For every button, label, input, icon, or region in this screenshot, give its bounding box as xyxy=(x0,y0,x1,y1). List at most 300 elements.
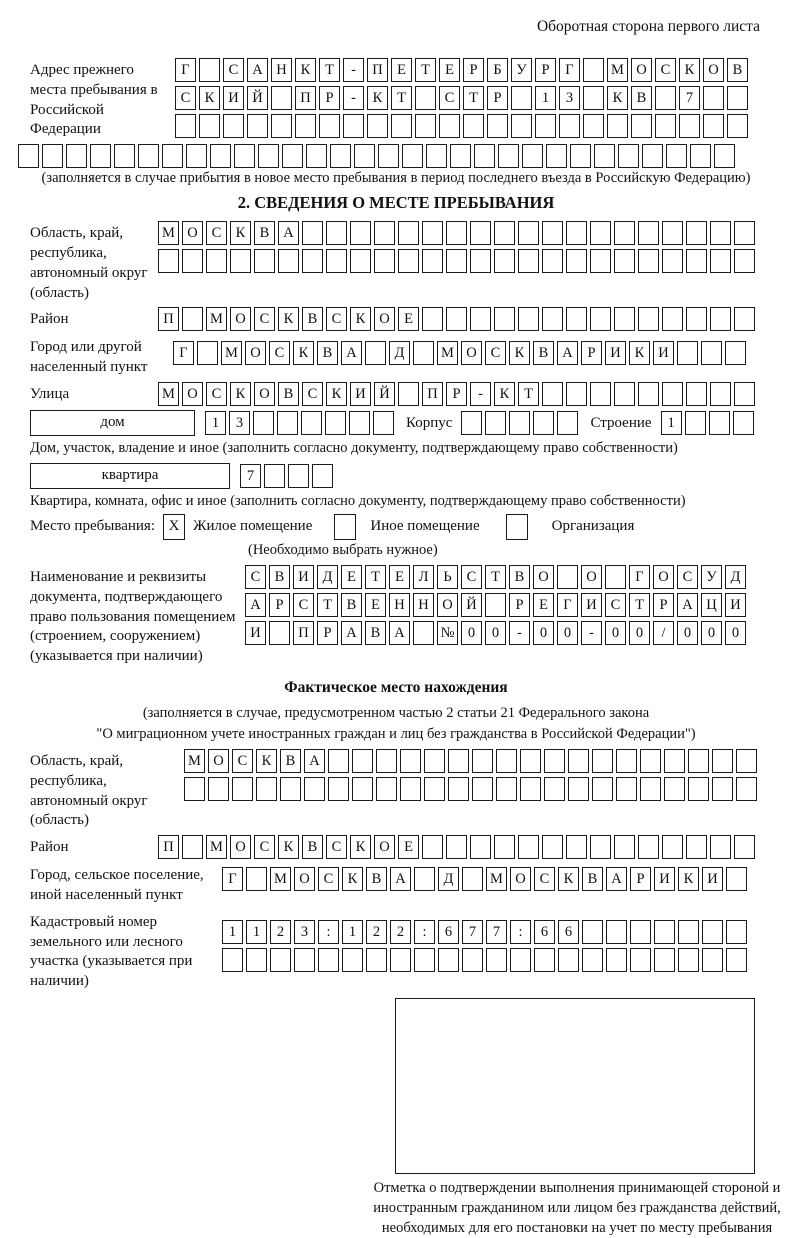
char-box[interactable] xyxy=(710,835,731,859)
char-box[interactable] xyxy=(520,749,541,773)
char-box[interactable] xyxy=(568,749,589,773)
char-box[interactable]: В xyxy=(317,341,338,365)
char-box[interactable] xyxy=(710,249,731,273)
char-box[interactable]: 0 xyxy=(533,621,554,645)
char-box[interactable] xyxy=(280,777,301,801)
char-box[interactable]: А xyxy=(677,593,698,617)
char-box[interactable] xyxy=(158,249,179,273)
char-box[interactable]: В xyxy=(631,86,652,110)
char-box[interactable] xyxy=(400,749,421,773)
char-box[interactable]: О xyxy=(230,835,251,859)
char-box[interactable] xyxy=(734,221,755,245)
char-box[interactable]: И xyxy=(653,341,674,365)
char-box[interactable] xyxy=(583,86,604,110)
char-box[interactable] xyxy=(302,249,323,273)
char-box[interactable]: Р xyxy=(319,86,340,110)
char-box[interactable]: С xyxy=(206,221,227,245)
char-box[interactable] xyxy=(655,86,676,110)
char-box[interactable]: Т xyxy=(317,593,338,617)
char-box[interactable] xyxy=(485,411,506,435)
char-box[interactable] xyxy=(415,86,436,110)
char-box[interactable]: Е xyxy=(439,58,460,82)
char-box[interactable] xyxy=(462,867,483,891)
char-box[interactable]: - xyxy=(343,86,364,110)
char-box[interactable] xyxy=(376,749,397,773)
char-box[interactable] xyxy=(518,249,539,273)
char-box[interactable] xyxy=(544,777,565,801)
char-box[interactable]: : xyxy=(510,920,531,944)
char-box[interactable]: О xyxy=(374,307,395,331)
char-box[interactable]: К xyxy=(350,835,371,859)
char-box[interactable]: Р xyxy=(509,593,530,617)
char-box[interactable] xyxy=(474,144,495,168)
char-box[interactable]: Н xyxy=(389,593,410,617)
char-box[interactable]: П xyxy=(422,382,443,406)
char-box[interactable]: 0 xyxy=(677,621,698,645)
char-box[interactable] xyxy=(734,835,755,859)
char-box[interactable]: Г xyxy=(559,58,580,82)
char-box[interactable] xyxy=(725,341,746,365)
char-box[interactable] xyxy=(271,114,292,138)
char-box[interactable] xyxy=(712,749,733,773)
char-box[interactable] xyxy=(234,144,255,168)
char-box[interactable] xyxy=(606,920,627,944)
char-box[interactable] xyxy=(391,114,412,138)
char-box[interactable] xyxy=(422,835,443,859)
char-box[interactable]: Б xyxy=(487,58,508,82)
char-box[interactable]: О xyxy=(294,867,315,891)
char-box[interactable]: С xyxy=(461,565,482,589)
char-box[interactable] xyxy=(509,411,530,435)
char-box[interactable]: 7 xyxy=(240,464,261,488)
char-box[interactable]: К xyxy=(494,382,515,406)
char-box[interactable]: 3 xyxy=(294,920,315,944)
char-box[interactable]: И xyxy=(350,382,371,406)
char-box[interactable] xyxy=(566,835,587,859)
char-box[interactable]: № xyxy=(437,621,458,645)
char-box[interactable]: Н xyxy=(413,593,434,617)
char-box[interactable] xyxy=(638,249,659,273)
char-box[interactable]: Й xyxy=(461,593,482,617)
char-box[interactable] xyxy=(487,114,508,138)
char-box[interactable]: А xyxy=(304,749,325,773)
char-box[interactable]: 1 xyxy=(205,411,226,435)
char-box[interactable] xyxy=(494,221,515,245)
char-box[interactable]: Р xyxy=(446,382,467,406)
char-box[interactable] xyxy=(566,382,587,406)
char-box[interactable] xyxy=(470,221,491,245)
char-box[interactable]: К xyxy=(629,341,650,365)
char-box[interactable] xyxy=(182,307,203,331)
char-box[interactable] xyxy=(734,249,755,273)
char-box[interactable]: О xyxy=(245,341,266,365)
char-box[interactable] xyxy=(688,749,709,773)
char-box[interactable]: В xyxy=(302,307,323,331)
char-box[interactable] xyxy=(734,307,755,331)
char-box[interactable] xyxy=(486,948,507,972)
char-box[interactable] xyxy=(546,144,567,168)
char-box[interactable]: М xyxy=(437,341,458,365)
char-box[interactable] xyxy=(426,144,447,168)
char-box[interactable]: Ь xyxy=(437,565,458,589)
char-box[interactable] xyxy=(542,221,563,245)
char-box[interactable] xyxy=(727,114,748,138)
char-box[interactable]: М xyxy=(184,749,205,773)
char-box[interactable]: Р xyxy=(630,867,651,891)
char-box[interactable]: 0 xyxy=(461,621,482,645)
char-box[interactable]: К xyxy=(230,221,251,245)
char-box[interactable] xyxy=(710,221,731,245)
char-box[interactable] xyxy=(568,777,589,801)
char-box[interactable] xyxy=(288,464,309,488)
char-box[interactable]: С xyxy=(439,86,460,110)
char-box[interactable] xyxy=(703,86,724,110)
char-box[interactable] xyxy=(712,777,733,801)
char-box[interactable] xyxy=(247,114,268,138)
char-box[interactable] xyxy=(282,144,303,168)
char-box[interactable] xyxy=(640,777,661,801)
char-box[interactable] xyxy=(630,948,651,972)
char-box[interactable] xyxy=(710,382,731,406)
char-box[interactable]: Р xyxy=(269,593,290,617)
char-box[interactable] xyxy=(114,144,135,168)
char-box[interactable] xyxy=(472,777,493,801)
char-box[interactable] xyxy=(470,835,491,859)
char-box[interactable]: Ц xyxy=(701,593,722,617)
char-box[interactable]: Е xyxy=(341,565,362,589)
char-box[interactable]: К xyxy=(509,341,530,365)
char-box[interactable] xyxy=(461,411,482,435)
char-box[interactable] xyxy=(566,221,587,245)
char-box[interactable] xyxy=(733,411,754,435)
char-box[interactable] xyxy=(253,411,274,435)
char-box[interactable]: 0 xyxy=(485,621,506,645)
char-box[interactable]: С xyxy=(223,58,244,82)
char-box[interactable] xyxy=(726,948,747,972)
char-box[interactable]: В xyxy=(269,565,290,589)
char-box[interactable] xyxy=(398,249,419,273)
char-box[interactable] xyxy=(582,948,603,972)
char-box[interactable]: П xyxy=(158,307,179,331)
char-box[interactable]: Г xyxy=(557,593,578,617)
char-box[interactable] xyxy=(662,249,683,273)
char-box[interactable] xyxy=(422,221,443,245)
char-box[interactable] xyxy=(701,341,722,365)
char-box[interactable] xyxy=(570,144,591,168)
char-box[interactable]: К xyxy=(278,835,299,859)
char-box[interactable]: О xyxy=(653,565,674,589)
char-box[interactable] xyxy=(559,114,580,138)
char-box[interactable] xyxy=(734,382,755,406)
char-box[interactable] xyxy=(557,565,578,589)
char-box[interactable] xyxy=(510,948,531,972)
char-box[interactable] xyxy=(583,58,604,82)
char-box[interactable] xyxy=(654,948,675,972)
char-box[interactable] xyxy=(208,777,229,801)
char-box[interactable]: И xyxy=(223,86,244,110)
char-box[interactable] xyxy=(277,411,298,435)
char-box[interactable]: - xyxy=(343,58,364,82)
char-box[interactable]: А xyxy=(341,341,362,365)
char-box[interactable]: О xyxy=(703,58,724,82)
char-box[interactable] xyxy=(590,249,611,273)
char-box[interactable]: В xyxy=(280,749,301,773)
char-box[interactable] xyxy=(498,144,519,168)
char-box[interactable] xyxy=(304,777,325,801)
char-box[interactable]: С xyxy=(293,593,314,617)
char-box[interactable]: Й xyxy=(247,86,268,110)
char-box[interactable]: И xyxy=(245,621,266,645)
char-box[interactable]: : xyxy=(318,920,339,944)
char-box[interactable] xyxy=(662,307,683,331)
char-box[interactable] xyxy=(448,777,469,801)
char-box[interactable] xyxy=(702,920,723,944)
char-box[interactable] xyxy=(448,749,469,773)
char-box[interactable] xyxy=(326,221,347,245)
char-box[interactable] xyxy=(727,86,748,110)
char-box[interactable] xyxy=(462,948,483,972)
char-box[interactable] xyxy=(197,341,218,365)
char-box[interactable]: М xyxy=(221,341,242,365)
char-box[interactable] xyxy=(318,948,339,972)
char-box[interactable] xyxy=(736,777,757,801)
char-box[interactable] xyxy=(373,411,394,435)
char-box[interactable] xyxy=(638,382,659,406)
char-box[interactable]: Р xyxy=(581,341,602,365)
char-box[interactable]: С xyxy=(254,307,275,331)
char-box[interactable]: Е xyxy=(389,565,410,589)
char-box[interactable]: С xyxy=(232,749,253,773)
checkbox-zhiloe-pomeshchenie[interactable]: X xyxy=(163,514,185,540)
char-box[interactable]: М xyxy=(607,58,628,82)
char-box[interactable]: К xyxy=(293,341,314,365)
char-box[interactable]: К xyxy=(607,86,628,110)
char-box[interactable] xyxy=(582,920,603,944)
char-box[interactable] xyxy=(350,249,371,273)
char-box[interactable]: Т xyxy=(463,86,484,110)
char-box[interactable]: Т xyxy=(365,565,386,589)
char-box[interactable] xyxy=(199,114,220,138)
char-box[interactable] xyxy=(450,144,471,168)
char-box[interactable] xyxy=(678,920,699,944)
char-box[interactable] xyxy=(398,221,419,245)
char-box[interactable] xyxy=(709,411,730,435)
char-box[interactable]: Т xyxy=(391,86,412,110)
char-box[interactable]: С xyxy=(206,382,227,406)
char-box[interactable] xyxy=(736,749,757,773)
char-box[interactable] xyxy=(376,777,397,801)
char-box[interactable]: П xyxy=(367,58,388,82)
char-box[interactable]: П xyxy=(295,86,316,110)
char-box[interactable] xyxy=(686,835,707,859)
char-box[interactable] xyxy=(688,777,709,801)
char-box[interactable]: 1 xyxy=(246,920,267,944)
char-box[interactable] xyxy=(616,749,637,773)
char-box[interactable] xyxy=(414,948,435,972)
char-box[interactable]: Д xyxy=(438,867,459,891)
char-box[interactable]: С xyxy=(245,565,266,589)
char-box[interactable] xyxy=(710,307,731,331)
char-box[interactable]: Т xyxy=(415,58,436,82)
char-box[interactable] xyxy=(342,948,363,972)
char-box[interactable]: Л xyxy=(413,565,434,589)
char-box[interactable]: 1 xyxy=(661,411,682,435)
char-box[interactable] xyxy=(246,948,267,972)
char-box[interactable] xyxy=(614,249,635,273)
char-box[interactable]: К xyxy=(230,382,251,406)
char-box[interactable]: К xyxy=(256,749,277,773)
char-box[interactable]: О xyxy=(254,382,275,406)
char-box[interactable]: И xyxy=(605,341,626,365)
char-box[interactable]: О xyxy=(461,341,482,365)
char-box[interactable] xyxy=(590,382,611,406)
char-box[interactable] xyxy=(534,948,555,972)
char-box[interactable]: Е xyxy=(398,307,419,331)
char-box[interactable] xyxy=(269,621,290,645)
char-box[interactable] xyxy=(583,114,604,138)
char-box[interactable]: Т xyxy=(518,382,539,406)
char-box[interactable] xyxy=(714,144,735,168)
char-box[interactable] xyxy=(496,749,517,773)
char-box[interactable] xyxy=(494,835,515,859)
char-box[interactable] xyxy=(470,249,491,273)
char-box[interactable] xyxy=(349,411,370,435)
char-box[interactable]: И xyxy=(725,593,746,617)
char-box[interactable] xyxy=(90,144,111,168)
char-box[interactable] xyxy=(175,114,196,138)
char-box[interactable]: С xyxy=(605,593,626,617)
char-box[interactable]: Д xyxy=(317,565,338,589)
char-box[interactable] xyxy=(518,307,539,331)
char-box[interactable]: О xyxy=(230,307,251,331)
char-box[interactable] xyxy=(312,464,333,488)
char-box[interactable] xyxy=(206,249,227,273)
char-box[interactable]: С xyxy=(534,867,555,891)
char-box[interactable] xyxy=(223,114,244,138)
char-box[interactable] xyxy=(678,948,699,972)
char-box[interactable]: Р xyxy=(535,58,556,82)
char-box[interactable]: 2 xyxy=(366,920,387,944)
char-box[interactable] xyxy=(494,249,515,273)
char-box[interactable] xyxy=(446,221,467,245)
char-box[interactable]: - xyxy=(581,621,602,645)
char-box[interactable] xyxy=(350,221,371,245)
char-box[interactable]: К xyxy=(350,307,371,331)
char-box[interactable]: О xyxy=(182,382,203,406)
char-box[interactable] xyxy=(592,777,613,801)
char-box[interactable]: М xyxy=(158,221,179,245)
char-box[interactable]: 7 xyxy=(679,86,700,110)
char-box[interactable] xyxy=(614,382,635,406)
char-box[interactable]: О xyxy=(631,58,652,82)
char-box[interactable] xyxy=(557,411,578,435)
char-box[interactable]: А xyxy=(606,867,627,891)
char-box[interactable]: 1 xyxy=(222,920,243,944)
char-box[interactable]: О xyxy=(208,749,229,773)
char-box[interactable] xyxy=(630,920,651,944)
char-box[interactable]: 7 xyxy=(486,920,507,944)
char-box[interactable]: 0 xyxy=(557,621,578,645)
char-box[interactable]: С xyxy=(318,867,339,891)
char-box[interactable] xyxy=(664,777,685,801)
char-box[interactable] xyxy=(210,144,231,168)
char-box[interactable]: Н xyxy=(271,58,292,82)
char-box[interactable] xyxy=(378,144,399,168)
char-box[interactable] xyxy=(294,948,315,972)
char-box[interactable]: Е xyxy=(391,58,412,82)
char-box[interactable]: А xyxy=(278,221,299,245)
char-box[interactable] xyxy=(605,565,626,589)
char-box[interactable]: О xyxy=(374,835,395,859)
char-box[interactable]: Г xyxy=(175,58,196,82)
char-box[interactable] xyxy=(679,114,700,138)
char-box[interactable] xyxy=(325,411,346,435)
char-box[interactable] xyxy=(690,144,711,168)
char-box[interactable] xyxy=(352,777,373,801)
char-box[interactable]: А xyxy=(341,621,362,645)
char-box[interactable] xyxy=(703,114,724,138)
char-box[interactable] xyxy=(494,307,515,331)
char-box[interactable] xyxy=(686,221,707,245)
char-box[interactable]: К xyxy=(295,58,316,82)
char-box[interactable] xyxy=(439,114,460,138)
char-box[interactable]: 0 xyxy=(605,621,626,645)
char-box[interactable] xyxy=(365,341,386,365)
char-box[interactable] xyxy=(590,835,611,859)
char-box[interactable]: С xyxy=(254,835,275,859)
char-box[interactable] xyxy=(607,114,628,138)
char-box[interactable] xyxy=(566,249,587,273)
char-box[interactable] xyxy=(270,948,291,972)
char-box[interactable] xyxy=(254,249,275,273)
char-box[interactable]: В xyxy=(509,565,530,589)
char-box[interactable]: С xyxy=(655,58,676,82)
char-box[interactable]: Р xyxy=(487,86,508,110)
char-box[interactable] xyxy=(496,777,517,801)
char-box[interactable]: С xyxy=(326,835,347,859)
char-box[interactable] xyxy=(343,114,364,138)
char-box[interactable] xyxy=(686,307,707,331)
char-box[interactable] xyxy=(638,307,659,331)
char-box[interactable]: 6 xyxy=(438,920,459,944)
char-box[interactable]: Й xyxy=(374,382,395,406)
char-box[interactable]: К xyxy=(326,382,347,406)
char-box[interactable] xyxy=(535,114,556,138)
char-box[interactable] xyxy=(232,777,253,801)
char-box[interactable]: М xyxy=(206,835,227,859)
checkbox-inoe-pomeshchenie[interactable] xyxy=(334,514,356,540)
char-box[interactable]: И xyxy=(293,565,314,589)
char-box[interactable]: К xyxy=(558,867,579,891)
char-box[interactable]: Д xyxy=(725,565,746,589)
char-box[interactable]: О xyxy=(533,565,554,589)
char-box[interactable]: О xyxy=(581,565,602,589)
char-box[interactable] xyxy=(230,249,251,273)
char-box[interactable] xyxy=(301,411,322,435)
char-box[interactable] xyxy=(463,114,484,138)
char-box[interactable] xyxy=(402,144,423,168)
char-box[interactable] xyxy=(614,307,635,331)
char-box[interactable] xyxy=(664,749,685,773)
char-box[interactable]: 6 xyxy=(534,920,555,944)
char-box[interactable] xyxy=(666,144,687,168)
char-box[interactable]: 0 xyxy=(629,621,650,645)
char-box[interactable] xyxy=(542,382,563,406)
char-box[interactable] xyxy=(446,249,467,273)
char-box[interactable] xyxy=(246,867,267,891)
char-box[interactable] xyxy=(328,749,349,773)
char-box[interactable]: С xyxy=(485,341,506,365)
